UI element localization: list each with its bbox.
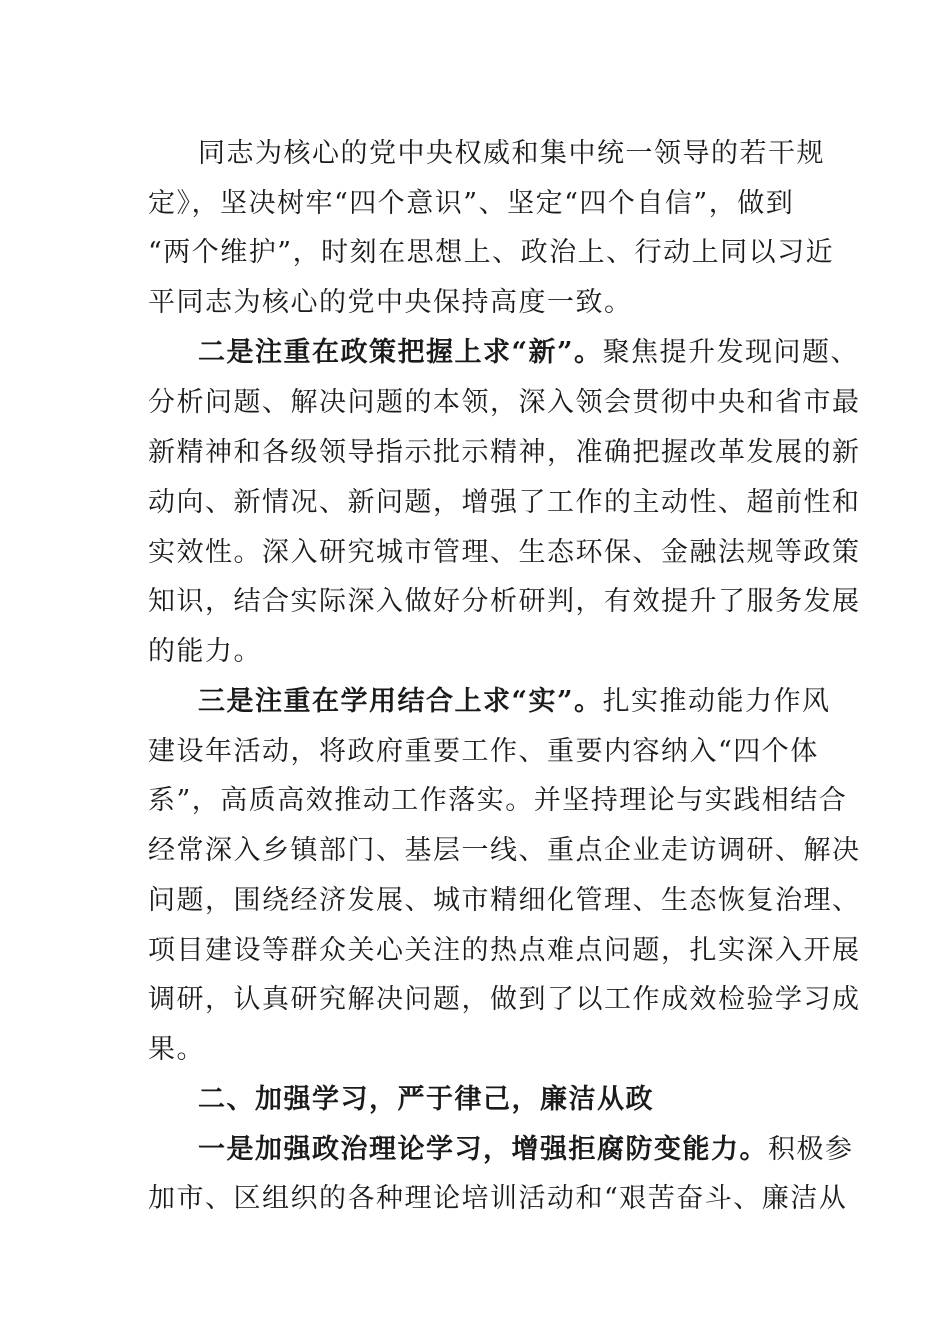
text-line: 加市、区组织的各种理论培训活动和“艰苦奋斗、廉洁从 bbox=[148, 1183, 848, 1214]
text-line: 的能力。 bbox=[148, 636, 262, 667]
text-line: 新精神和各级领导指示批示精神，准确把握改革发展的新 bbox=[148, 437, 861, 468]
text-line: 问题，围绕经济发展、城市精细化管理、生态恢复治理、 bbox=[148, 885, 861, 916]
paragraph-text: 积极参 bbox=[768, 1134, 854, 1165]
text-line: 动向、新情况、新问题，增强了工作的主动性、超前性和 bbox=[148, 487, 861, 518]
text-line: 果。 bbox=[148, 1034, 205, 1065]
text-line: 调研，认真研究解决问题，做到了以工作成效检验学习成 bbox=[148, 984, 861, 1015]
paragraph-text: 聚焦提升发现问题、 bbox=[602, 337, 860, 368]
text-line: 平同志为核心的党中央保持高度一致。 bbox=[148, 287, 633, 318]
text-line: 分析问题、解决问题的本领，深入领会贯彻中央和省市最 bbox=[148, 387, 861, 418]
text-line: 系”，高质高效推动工作落实。并坚持理论与实践相结合 bbox=[148, 785, 848, 816]
section-heading: 二、加强学习，严于律己，廉洁从政 bbox=[198, 1084, 654, 1115]
paragraph-text: 扎实推动能力作风 bbox=[602, 686, 831, 717]
text-line: 同志为核心的党中央权威和集中统一领导的若干规 bbox=[198, 138, 825, 169]
text-line: “两个维护”，时刻在思想上、政治上、行动上同以习近 bbox=[148, 237, 835, 268]
text-line: 建设年活动，将政府重要工作、重要内容纳入“四个体 bbox=[148, 736, 819, 767]
paragraph-lead-line bbox=[198, 685, 831, 719]
text-line: 项目建设等群众关心关注的热点难点问题，扎实深入开展 bbox=[148, 935, 861, 966]
text-line: 经常深入乡镇部门、基层一线、重点企业走访调研、解决 bbox=[148, 835, 861, 866]
text-line: 定》，坚决树牢“四个意识”、坚定“四个自信”，做到 bbox=[148, 188, 795, 219]
text-line: 知识，结合实际深入做好分析研判，有效提升了服务发展 bbox=[148, 586, 861, 617]
paragraph-lead: 一是加强政治理论学习，增强拒腐防变能力。 bbox=[198, 1134, 768, 1165]
paragraph-lead: 二是注重在政策把握上求“新”。 bbox=[198, 337, 603, 368]
text-line: 实效性。深入研究城市管理、生态环保、金融法规等政策 bbox=[148, 537, 861, 568]
paragraph-lead-line bbox=[198, 336, 859, 370]
paragraph-lead-line bbox=[198, 1133, 854, 1167]
paragraph-lead: 三是注重在学用结合上求“实”。 bbox=[198, 686, 603, 717]
